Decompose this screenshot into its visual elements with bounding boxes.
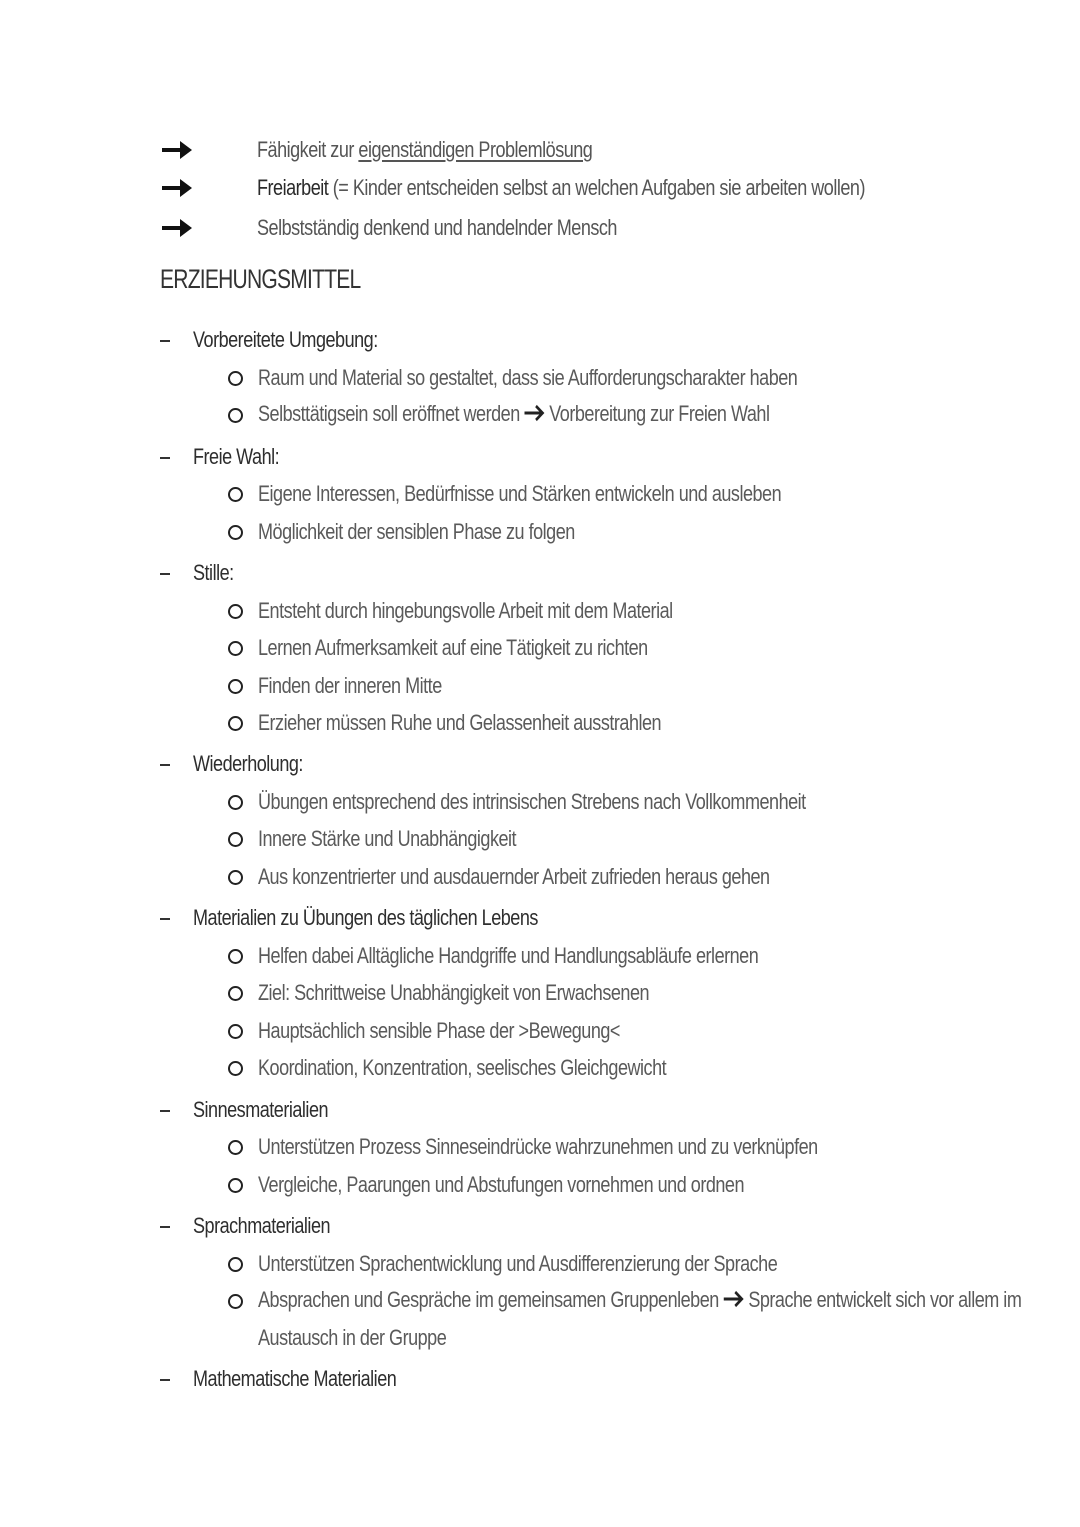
underlined-phrase: eigenständigen Problemlösung bbox=[358, 137, 593, 162]
circle-bullet-icon bbox=[228, 641, 243, 656]
arrow-right-icon bbox=[722, 1289, 745, 1315]
circle-bullet-icon bbox=[228, 795, 243, 810]
arrow-bullet-text: Freiarbeit (= Kinder entscheiden selbst an welchen Aufgaben sie arbeiten wollen) bbox=[257, 175, 865, 200]
arrow-bullet-2 bbox=[160, 170, 865, 206]
circle-bullet-icon bbox=[228, 1024, 243, 1039]
arrow-bullet-3 bbox=[160, 210, 617, 246]
circle-bullet-icon bbox=[228, 986, 243, 1001]
circle-bullet-icon bbox=[228, 1178, 243, 1193]
circle-bullet-icon bbox=[228, 604, 243, 619]
circle-bullet-icon bbox=[228, 832, 243, 847]
circle-bullet-icon bbox=[228, 1061, 243, 1076]
dash-bullet bbox=[160, 1379, 170, 1381]
circle-bullet-icon bbox=[228, 408, 243, 423]
dash-bullet bbox=[160, 573, 170, 575]
circle-bullet-icon bbox=[228, 1140, 243, 1155]
dash-bullet bbox=[160, 340, 170, 342]
circle-bullet-icon bbox=[228, 949, 243, 964]
dash-bullet bbox=[160, 1110, 170, 1112]
arrow-bullet-text: Fähigkeit zur eigenständigen Problemlösung bbox=[257, 137, 593, 162]
dash-bullet bbox=[160, 764, 170, 766]
arrow-right-icon bbox=[160, 216, 200, 240]
document-page: Fähigkeit zur eigenständigen Problemlösung Freiarbeit (= Kinder entscheiden selbst an welchen Aufgaben sie arbeiten wollen) Selbstständig denkend und handelnder Mensch ERZIEHUNGSMITTEL Vorbereitete Umgebung: Raum und Material so gestaltet, dass sie Aufforderungscharakter haben Selbsttätigsein soll eröffnet werden Vorbereitung zur Freien Wahl Freie Wahl: Eigene Interessen, Bedürfnisse und Stärken entwickeln und ausleben Möglichkeit der sensiblen Phase zu folgen Stille: Entsteht durch hingebungsvolle Arbeit mit dem Material Lernen Aufmerksamkeit auf eine Tätigkeit zu richten Finden der inneren Mitte Erzieher müssen Ruhe und Gelassenheit ausstrahlen Wiederholung: Übungen entsprechend des intrinsischen Strebens nach Vollkommenheit Innere Stärke und Unabhängigkeit Aus konzentrierter und ausdauernder Arbeit zufrieden heraus gehen Materialien zu Übungen des täglichen Lebens Helfen dabei Alltägliche Handgriffe und Handlungsabläufe erlernen Ziel: Schrittweise Unabhängigkeit von Erwachsenen Hauptsächlich sensible Phase der >Bewegung< Koordination, Konzentration, seelisches Gleichgewicht Sinnesmaterialien Unterstützen Prozess Sinneseindrücke wahrzunehmen und zu verknüpfen Vergleiche, Paarungen und Abstufungen vornehmen und ordnen Sprachmaterialien Unterstützen Sprachentwicklung und Ausdifferenzierung der Sprache Absprachen und Gespräche im gemeinsamen Gruppenleben Sprache entwickelt sich vor allem im Austausch in der Gruppe Mathematische Materialien bbox=[0, 0, 1080, 1527]
arrow-bullet-1 bbox=[160, 132, 593, 168]
circle-bullet-icon bbox=[228, 487, 243, 502]
dash-bullet bbox=[160, 457, 170, 459]
arrow-right-icon bbox=[523, 403, 546, 429]
dash-bullet bbox=[160, 1226, 170, 1228]
circle-bullet-icon bbox=[228, 1294, 243, 1309]
circle-bullet-icon bbox=[228, 1257, 243, 1272]
arrow-right-icon bbox=[160, 176, 200, 200]
bold-term: Freiarbeit bbox=[257, 175, 329, 200]
arrow-bullet-text: Selbstständig denkend und handelnder Mensch bbox=[257, 215, 617, 240]
sub-list-item-continuation: Austausch in der Gruppe bbox=[258, 1325, 447, 1350]
circle-bullet-icon bbox=[228, 371, 243, 386]
section-heading: ERZIEHUNGSMITTEL bbox=[160, 264, 361, 294]
arrow-right-icon bbox=[160, 138, 200, 162]
circle-bullet-icon bbox=[228, 716, 243, 731]
circle-bullet-icon bbox=[228, 679, 243, 694]
circle-bullet-icon bbox=[228, 525, 243, 540]
dash-bullet bbox=[160, 918, 170, 920]
circle-bullet-icon bbox=[228, 870, 243, 885]
